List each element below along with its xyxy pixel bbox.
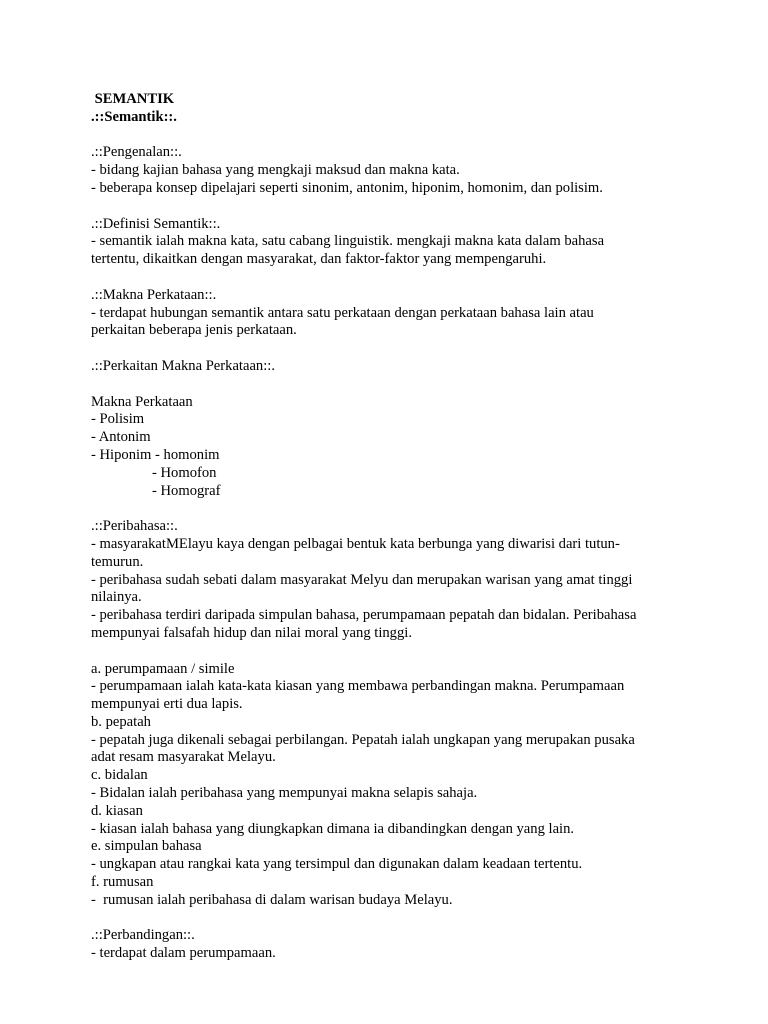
paragraph-line: - terdapat dalam perumpamaan. bbox=[91, 945, 276, 962]
paragraph-line: a. perumpamaan / simile bbox=[91, 660, 235, 677]
paragraph-line: - rumusan ialah peribahasa di dalam warisan budaya Melayu. bbox=[91, 891, 453, 908]
list-item: - Antonim bbox=[91, 429, 151, 446]
list-item: - Polisim bbox=[91, 411, 145, 428]
section-heading-pengenalan: .::Pengenalan::. bbox=[91, 144, 182, 161]
paragraph-line: mempunyai erti dua lapis. bbox=[91, 696, 243, 713]
paragraph-line: temurun. bbox=[91, 553, 144, 570]
section-heading-definisi: .::Definisi Semantik::. bbox=[91, 215, 221, 232]
paragraph-line: - perumpamaan ialah kata-kata kiasan yang membawa perbandingan makna. Perumpamaan bbox=[91, 678, 625, 695]
paragraph-line: b. pepatah bbox=[91, 713, 151, 730]
paragraph-line: adat resam masyarakat Melayu. bbox=[91, 749, 276, 766]
section-heading-makna: .::Makna Perkataan::. bbox=[91, 286, 217, 303]
paragraph-line: e. simpulan bahasa bbox=[91, 838, 202, 855]
section-heading-perbandingan: .::Perbandingan::. bbox=[91, 927, 195, 944]
list-heading: Makna Perkataan bbox=[91, 393, 193, 410]
paragraph-line: - pepatah juga dikenali sebagai perbilangan. Pepatah ialah ungkapan yang merupakan pusaka bbox=[91, 731, 635, 748]
paragraph-line: - peribahasa sudah sebati dalam masyarakat Melyu dan merupakan warisan yang amat tinggi bbox=[91, 571, 633, 588]
document-body bbox=[91, 91, 691, 963]
paragraph-line: - semantik ialah makna kata, satu cabang linguistik. mengkaji makna kata dalam bahasa bbox=[91, 233, 605, 250]
list-subitem: - Homofon bbox=[152, 464, 217, 481]
paragraph-line: - ungkapan atau rangkai kata yang tersimpul dan digunakan dalam keadaan tertentu. bbox=[91, 856, 583, 873]
section-heading-perkaitan: .::Perkaitan Makna Perkataan::. bbox=[91, 357, 275, 374]
document-subtitle: .::Semantik::. bbox=[91, 108, 177, 125]
paragraph-line: - masyarakatMElayu kaya dengan pelbagai bentuk kata berbunga yang diwarisi dari tutun- bbox=[91, 535, 620, 552]
paragraph-line: - terdapat hubungan semantik antara satu perkataan dengan perkataan bahasa lain atau bbox=[91, 304, 594, 321]
paragraph-line: - bidang kajian bahasa yang mengkaji maksud dan makna kata. bbox=[91, 162, 460, 179]
paragraph-line: c. bidalan bbox=[91, 767, 148, 784]
paragraph-line: - kiasan ialah bahasa yang diungkapkan dimana ia dibandingkan dengan yang lain. bbox=[91, 820, 575, 837]
paragraph-line: tertentu, dikaitkan dengan masyarakat, dan faktor-faktor yang mempengaruhi. bbox=[91, 251, 547, 268]
paragraph-line: nilainya. bbox=[91, 589, 142, 606]
paragraph-line: f. rumusan bbox=[91, 874, 154, 891]
list-subitem: - Homograf bbox=[152, 482, 221, 499]
section-heading-peribahasa: .::Peribahasa::. bbox=[91, 518, 178, 535]
document-title: SEMANTIK bbox=[91, 91, 175, 107]
paragraph-line: - peribahasa terdiri daripada simpulan bahasa, perumpamaan pepatah dan bidalan. Peribahasa bbox=[91, 607, 637, 624]
paragraph-line: mempunyai falsafah hidup dan nilai moral yang tinggi. bbox=[91, 624, 412, 641]
list-item: - Hiponim - homonim bbox=[91, 446, 220, 463]
paragraph-line: - Bidalan ialah peribahasa yang mempunyai makna selapis sahaja. bbox=[91, 785, 478, 802]
paragraph-line: d. kiasan bbox=[91, 802, 143, 819]
paragraph-line: perkaitan beberapa jenis perkataan. bbox=[91, 322, 297, 339]
paragraph-line: - beberapa konsep dipelajari seperti sinonim, antonim, hiponim, homonim, dan polisim. bbox=[91, 179, 603, 196]
